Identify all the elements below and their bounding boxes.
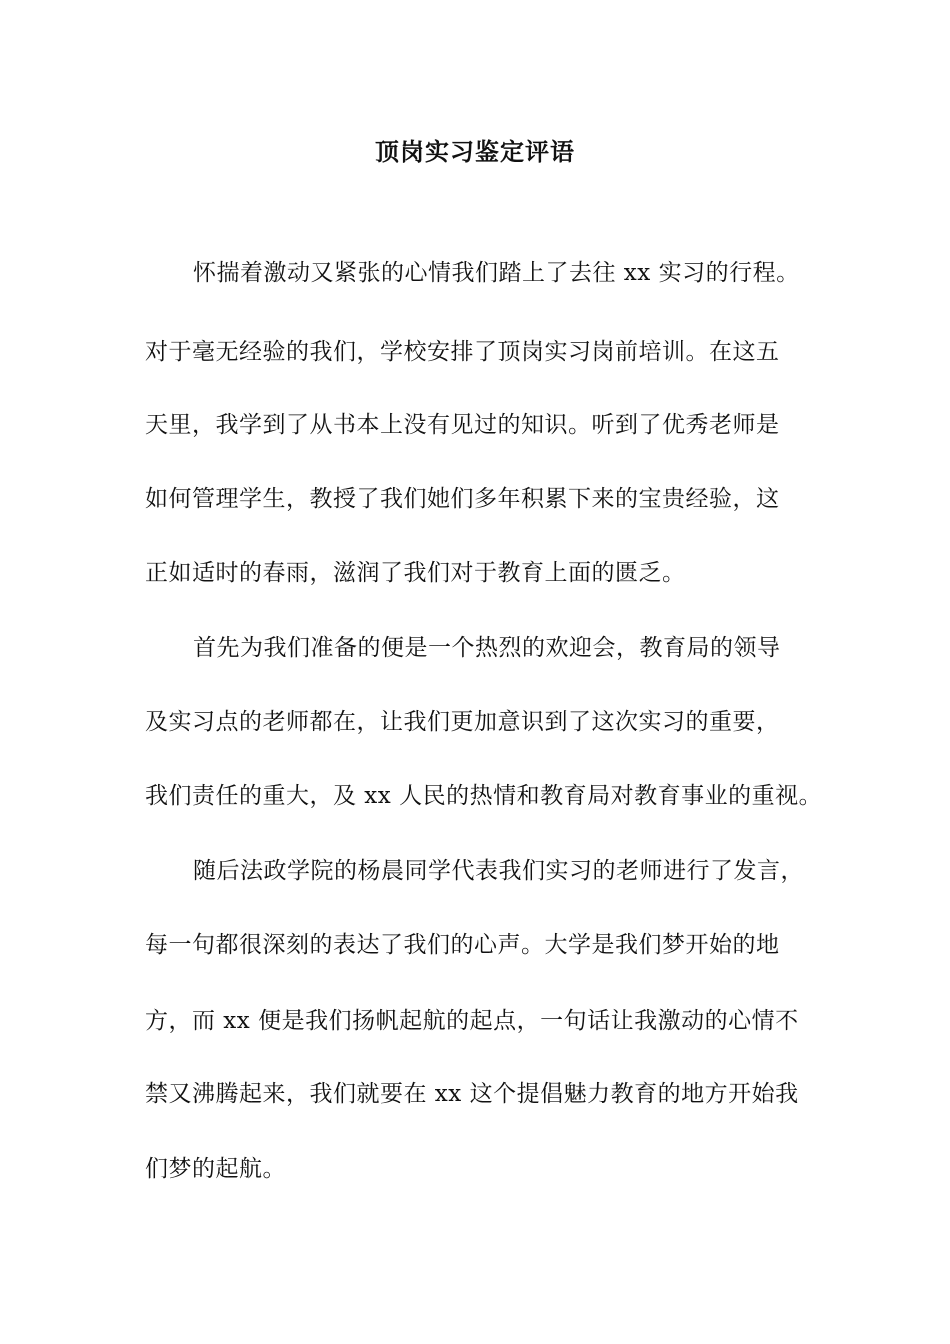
- paragraph-3-line-5: 们梦的起航。: [145, 1156, 286, 1182]
- paragraph-3-line-3: 方，而 xx 便是我们扬帆起航的起点，一句话让我激动的心情不: [145, 1008, 799, 1034]
- paragraph-3-line-2: 每一句都很深刻的表达了我们的心声。大学是我们梦开始的地: [145, 932, 780, 958]
- paragraph-3-line-4: 禁又沸腾起来，我们就要在 xx 这个提倡魅力教育的地方开始我: [145, 1081, 799, 1107]
- paragraph-1-line-2: 对于毫无经验的我们，学校安排了顶岗实习岗前培训。在这五: [145, 339, 780, 365]
- paragraph-2-line-3: 我们责任的重大，及 xx 人民的热情和教育局对教育事业的重视。: [145, 783, 823, 809]
- paragraph-1-line-4: 如何管理学生，教授了我们她们多年积累下来的宝贵经验，这: [145, 486, 780, 512]
- paragraph-1-line-3: 天里，我学到了从书本上没有见过的知识。听到了优秀老师是: [145, 412, 780, 438]
- paragraph-2-line-2: 及实习点的老师都在，让我们更加意识到了这次实习的重要，: [145, 709, 780, 735]
- paragraph-1-line-5: 正如适时的春雨，滋润了我们对于教育上面的匮乏。: [145, 560, 686, 586]
- document-title: 顶岗实习鉴定评语: [375, 137, 575, 166]
- paragraph-1-line-1: 怀揣着激动又紧张的心情我们踏上了去往 xx 实习的行程。: [193, 260, 800, 286]
- paragraph-3-line-1: 随后法政学院的杨晨同学代表我们实习的老师进行了发言，: [193, 858, 804, 884]
- paragraph-2-line-1: 首先为我们准备的便是一个热烈的欢迎会，教育局的领导: [193, 635, 781, 661]
